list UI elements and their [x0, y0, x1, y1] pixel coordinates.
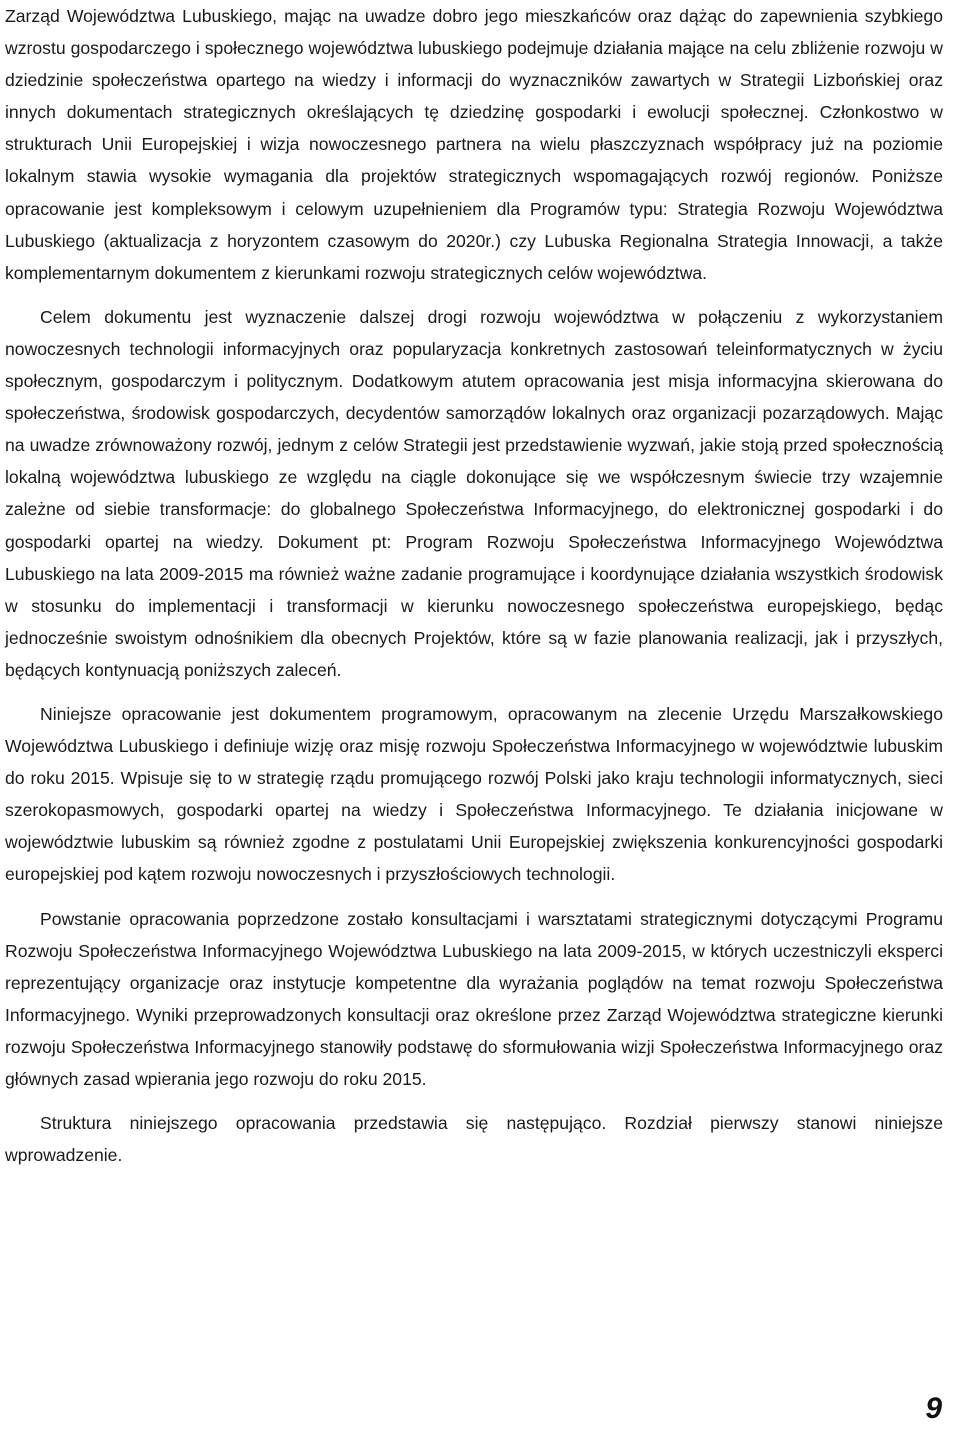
paragraph-consultations: Powstanie opracowania poprzedzone zostało konsultacjami i warsztatami strategicznymi dotyczącymi Programu Rozwoju Społeczeństwa Informacyjnego Województwa Lubuskiego na lata 2009-2015, w których uczestniczyli eksperci reprezentujący organizacje oraz instytucje kompetentne dla wyrażania poglądów na temat rozwoju Społeczeństwa Informacyjnego. Wyniki przeprowadzonych konsultacji oraz określone przez Zarząd Województwa strategiczne kierunki rozwoju Społeczeństwa Informacyjnego stanowiły podstawę do sformułowania wizji Społeczeństwa Informacyjnego oraz głównych zasad wpierania jego rozwoju do roku 2015. [5, 908, 943, 1089]
paragraph-programme: Niniejsze opracowanie jest dokumentem programowym, opracowanym na zlecenie Urzędu Marszałkowskiego Województwa Lubuskiego i definiuje wizję oraz misję rozwoju Społeczeństwa Informacyjnego w województwie lubuskim do roku 2015. Wpisuje się to w strategię rządu promującego rozwój Polski jako kraju technologii informatycznych, sieci szerokopasmowych, gospodarki opartej na wiedzy i Społeczeństwa Informacyjnego. Te działania inicjowane w województwie lubuskim są również zgodne z postulatami Unii Europejskiej zwiększenia konkurencyjności gospodarki europejskiej pod kątem rozwoju nowoczesnych i przyszłościowych technologii. [5, 703, 943, 885]
paragraph-purpose: Celem dokumentu jest wyznaczenie dalszej drogi rozwoju województwa w połączeniu z wykorzystaniem nowoczesnych technologii informacyjnych oraz popularyzacja konkretnych zastosowań teleinformatycznych w życiu społecznym, gospodarczym i politycznym. Dodatkowym atutem opracowania jest misja informacyjna skierowana do społeczeństwa, środowisk gospodarczych, decydentów samorządów lokalnych oraz organizacji pozarządowych. Mając na uwadze zrównoważony rozwój, jednym z celów Strategii jest przedstawienie wyzwań, jakie stoją przed społecznością lokalną województwa lubuskiego ze względu na ciągle dokonujące się we współczesnym świecie trzy wzajemnie zależne od siebie transformacje: do globalnego Społeczeństwa Informacyjnego, do elektronicznej gospodarki i do gospodarki opartej na wiedzy. Dokument pt: Program Rozwoju Społeczeństwa Informacyjnego Województwa Lubuskiego na lata 2009-2015 ma również ważne zadanie programujące i koordynujące działania wszystkich środowisk w stosunku do implementacji i transformacji w kierunku nowoczesnego społeczeństwa europejskiego, będąc jednocześnie swoistym odnośnikiem dla obecnych Projektów, które są w fazie planowania realizacji, jak i przyszłych, będących kontynuacją poniższych zaleceń. [5, 306, 943, 680]
page-number: 9 [925, 1392, 942, 1425]
paragraph-intro: Zarząd Województwa Lubuskiego, mając na uwadze dobro jego mieszkańców oraz dążąc do zapewnienia szybkiego wzrostu gospodarczego i społecznego województwa lubuskiego podejmuje działania mające na celu zbliżenie rozwoju w dziedzinie społeczeństwa opartego na wiedzy i informacji do wyznaczników zawartych w Strategii Lizbońskiej oraz innych dokumentach strategicznych określających tę dziedzinę gospodarki i ewolucji społecznej. Członkostwo w strukturach Unii Europejskiej i wizja nowoczesnego partnera na wielu płaszczyznach współpracy już na poziomie lokalnym stawia wysokie wymagania dla projektów strategicznych wspomagających rozwój regionów. Poniższe opracowanie jest kompleksowym i celowym uzupełnieniem dla Programów typu: Strategia Rozwoju Województwa Lubuskiego (aktualizacja z horyzontem czasowym do 2020r.) czy Lubuska Regionalna Strategia Innowacji, a także komplementarnym dokumentem z kierunkami rozwoju strategicznych celów województwa. [5, 6, 943, 283]
paragraph-structure: Struktura niniejszego opracowania przedstawia się następująco. Rozdział pierwszy stanowi niniejsze wprowadzenie. [5, 1113, 943, 1166]
document-body [5, 0, 943, 1171]
